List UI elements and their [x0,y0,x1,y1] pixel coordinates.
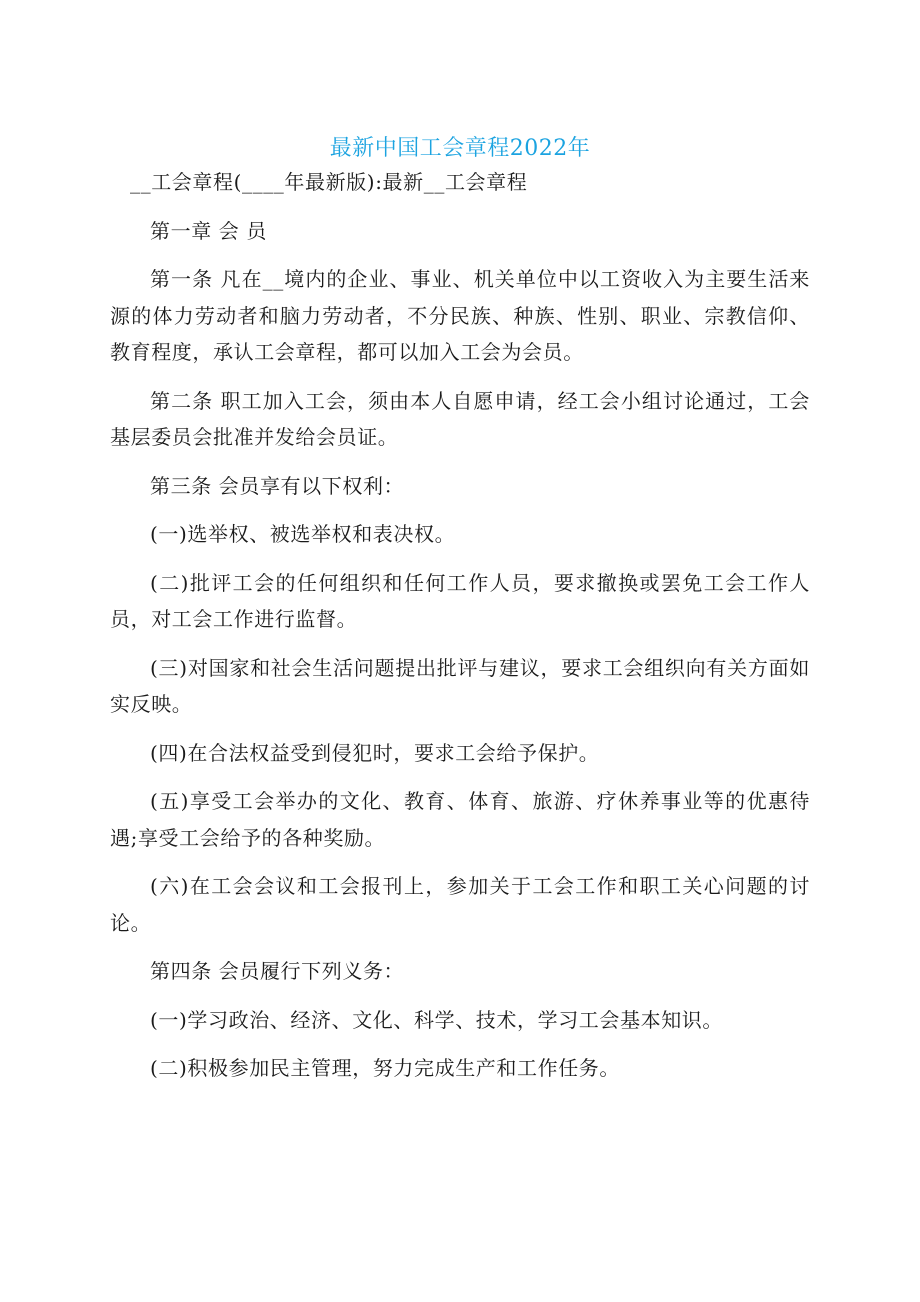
right-item-5: (五)享受工会举办的文化、教育、体育、旅游、疗休养事业等的优惠待遇;享受工会给予的各种奖励。 [110,789,810,850]
duty-item-1: (一)学习政治、经济、文化、科学、技术，学习工会基本知识。 [150,1007,724,1032]
chapter-heading: 第一章 会 员 [150,218,267,243]
right-item-2: (二)批评工会的任何组织和任何工作人员，要求撤换或罢免工会工作人员，对工会工作进行监督。 [110,570,810,631]
right-item-3: (三)对国家和社会生活问题提出批评与建议，要求工会组织向有关方面如实反映。 [110,655,810,716]
subtitle-line: __工会章程(____年最新版):最新__工会章程 [130,170,528,194]
article-1: 第一条 凡在__境内的企业、事业、机关单位中以工资收入为主要生活来源的体力劳动者和脑力劳动者，不分民族、种族、性别、职业、宗教信仰、教育程度，承认工会章程，都可以加入工会为会员。 [110,267,810,364]
document-body [110,164,810,1099]
right-item-1: (一)选举权、被选举权和表决权。 [150,522,456,546]
article-3: 第三条 会员享有以下权利： [150,473,405,498]
right-item-4: (四)在合法权益受到侵犯时，要求工会给予保护。 [150,740,600,765]
duty-item-2: (二)积极参加民主管理，努力完成生产和工作任务。 [150,1056,621,1080]
article-4: 第四条 会员履行下列义务： [150,959,405,983]
article-2: 第二条 职工加入工会，须由本人自愿申请，经工会小组讨论通过，工会基层委员会批准并发给会员证。 [110,388,810,449]
document-title: 最新中国工会章程2022年 [329,135,591,161]
right-item-6: (六)在工会会议和工会报刊上，参加关于工会工作和职工关心问题的讨论。 [110,874,810,935]
